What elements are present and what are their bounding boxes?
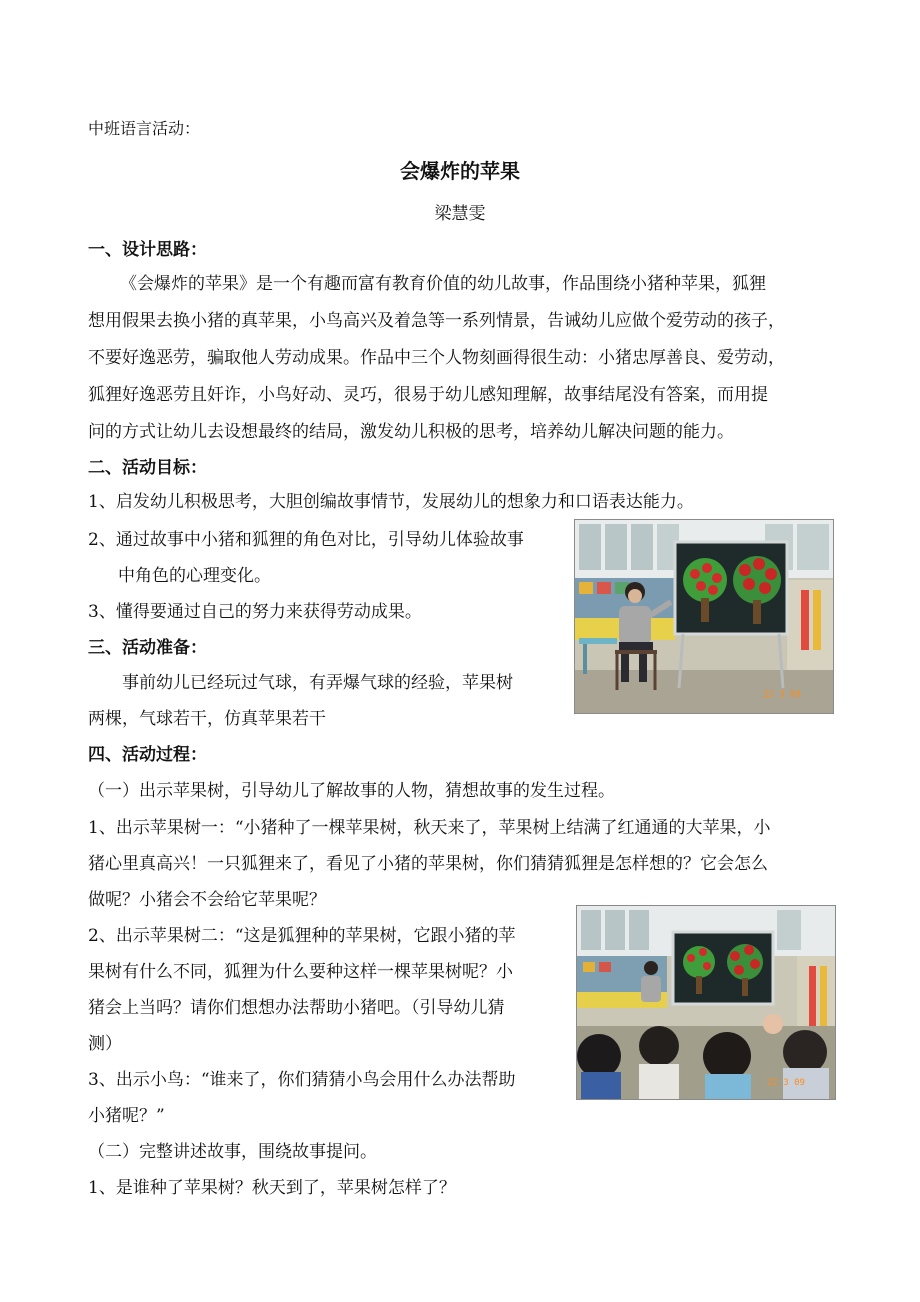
process-step-line: 猪心里真高兴！一只狐狸来了，看见了小猪的苹果树，你们猜猜狐狸是怎样想的？它会怎么 [88, 854, 768, 874]
design-paragraph-line: 不要好逸恶劳，骗取他人劳动成果。作品中三个人物刻画得很生动：小猪忠厚善良、爱劳动， [88, 348, 785, 368]
process-step-line: 3、出示小鸟：“谁来了，你们猜猜小鸟会用什么办法帮助 [88, 1070, 516, 1090]
activity-category: 中班语言活动： [88, 119, 201, 138]
goal-item: 2、通过故事中小猪和狐狸的角色对比，引导幼儿体验故事 [88, 530, 524, 550]
process-step-line: 2、出示苹果树二：“这是狐狸种的苹果树，它跟小猪的苹 [88, 926, 516, 946]
design-paragraph-line: 《会爆炸的苹果》是一个有趣而富有教育价值的幼儿故事，作品围绕小猪种苹果，狐狸 [120, 274, 766, 294]
classroom-photo-teacher [574, 519, 834, 714]
section-heading-process: 四、活动过程： [88, 745, 207, 765]
goal-item: 1、启发幼儿积极思考，大胆创编故事情节，发展幼儿的想象力和口语表达能力。 [88, 492, 694, 512]
process-part-heading: （二）完整讲述故事，围绕故事提问。 [88, 1142, 377, 1162]
process-step-line: 果树有什么不同，狐狸为什么要种这样一棵苹果树呢？小 [88, 962, 513, 982]
author-name: 梁慧雯 [434, 204, 486, 224]
goal-item: 3、懂得要通过自己的努力来获得劳动成果。 [88, 602, 422, 622]
classroom-photo-children [576, 905, 836, 1100]
preparation-line: 两棵，气球若干，仿真苹果若干 [88, 709, 326, 729]
design-paragraph-line: 问的方式让幼儿去设想最终的结局，激发幼儿积极的思考，培养幼儿解决问题的能力。 [88, 422, 734, 442]
process-step-line: 小猪呢？” [88, 1106, 165, 1126]
process-question: 1、是谁种了苹果树？秋天到了，苹果树怎样了？ [88, 1178, 456, 1198]
preparation-line: 事前幼儿已经玩过气球，有弄爆气球的经验，苹果树 [122, 673, 513, 693]
design-paragraph-line: 想用假果去换小猪的真苹果，小鸟高兴及着急等一系列情景，告诫幼儿应做个爱劳动的孩子， [88, 311, 785, 331]
section-heading-design: 一、设计思路： [88, 240, 207, 260]
process-step-line: 做呢？小猪会不会给它苹果呢？ [88, 890, 326, 910]
section-heading-preparation: 三、活动准备： [88, 638, 207, 658]
section-heading-goals: 二、活动目标： [88, 458, 207, 478]
design-paragraph-line: 狐狸好逸恶劳且奸诈，小鸟好动、灵巧，很易于幼儿感知理解，故事结尾没有答案，而用提 [88, 385, 768, 405]
process-step-line: 1、出示苹果树一：“小猪种了一棵苹果树，秋天来了，苹果树上结满了红通通的大苹果，小 [88, 818, 771, 838]
document-title: 会爆炸的苹果 [400, 159, 520, 183]
process-step-line: 猪会上当吗？请你们想想办法帮助小猪吧。（引导幼儿猜 [88, 998, 505, 1018]
photo-date-stamp: 22 3 09 [763, 690, 801, 700]
process-step-line: 测） [88, 1034, 122, 1054]
process-part-heading: （一）出示苹果树，引导幼儿了解故事的人物，猜想故事的发生过程。 [88, 781, 615, 801]
photo-date-stamp: 22 3 09 [767, 1078, 805, 1088]
goal-item-continued: 中角色的心理变化。 [118, 566, 271, 586]
